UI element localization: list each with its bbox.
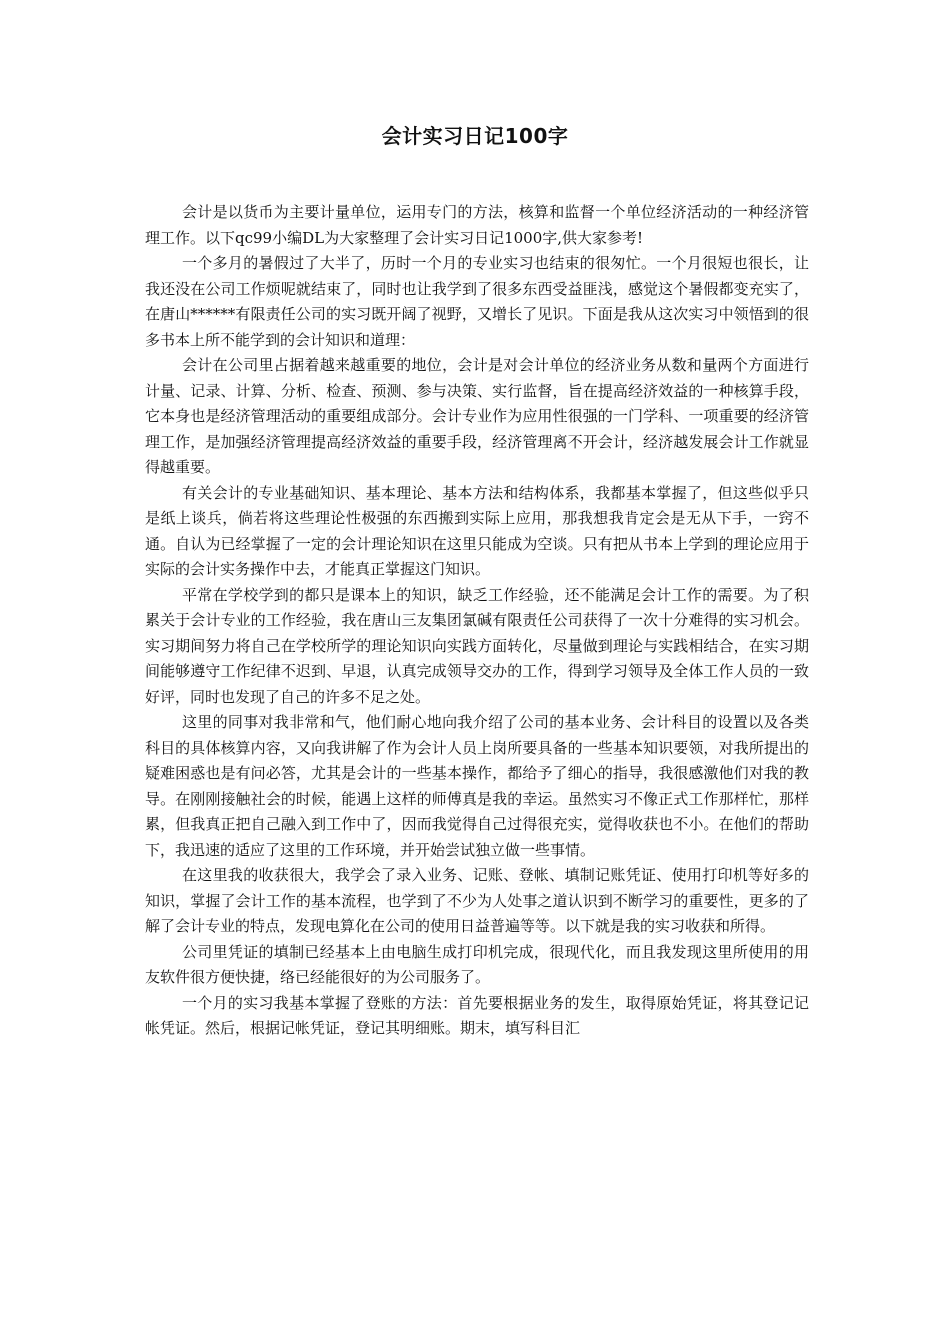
paragraph: 会计是以货币为主要计量单位，运用专门的方法，核算和监督一个单位经济活动的一种经济管理工作。以下qc99小编DL为大家整理了会计实习日记1000字,供大家参考! <box>145 203 809 247</box>
paragraph: 有关会计的专业基础知识、基本理论、基本方法和结构体系，我都基本掌握了，但这些似乎只是纸上谈兵，倘若将这些理论性极强的东西搬到实际上应用，那我想我肯定会是无从下手，一窍不通。自认为已经掌握了一定的会计理论知识在这里只能成为空谈。只有把从书本上学到的理论应用于实际的会计实务操作中去，才能真正掌握这门知识。 <box>145 483 809 578</box>
document-body <box>145 200 809 1042</box>
paragraph: 一个多月的暑假过了大半了，历时一个月的专业实习也结束的很匆忙。一个月很短也很长，让我还没在公司工作烦呢就结束了，同时也让我学到了很多东西受益匪浅，感觉这个暑假都变充实了，在唐山******有限责任公司的实习既开阔了视野，又增长了见识。下面是我从这次实习中领悟到的很多书本上所不能学到的会计知识和道理： <box>145 254 809 349</box>
document-title: 会计实习日记100字 <box>381 124 569 148</box>
paragraph: 一个月的实习我基本掌握了登账的方法：首先要根据业务的发生，取得原始凭证，将其登记记帐凭证。然后，根据记帐凭证，登记其明细账。期末，填写科目汇 <box>145 993 809 1037</box>
paragraph: 公司里凭证的填制已经基本上由电脑生成打印机完成，很现代化，而且我发现这里所使用的用友软件很方便快捷，络已经能很好的为公司服务了。 <box>145 942 809 986</box>
paragraph: 会计在公司里占据着越来越重要的地位，会计是对会计单位的经济业务从数和量两个方面进行计量、记录、计算、分析、检查、预测、参与决策、实行监督，旨在提高经济效益的一种核算手段，它本身也是经济管理活动的重要组成部分。会计专业作为应用性很强的一门学科、一项重要的经济管理工作，是加强经济管理提高经济效益的重要手段，经济管理离不开会计，经济越发展会计工作就显得越重要。 <box>145 356 809 476</box>
paragraph: 在这里我的收获很大，我学会了录入业务、记账、登帐、填制记账凭证、使用打印机等好多的知识，掌握了会计工作的基本流程，也学到了不少为人处事之道认识到不断学习的重要性，更多的了解了会计专业的特点，发现电算化在公司的使用日益普遍等等。以下就是我的实习收获和所得。 <box>145 866 809 935</box>
paragraph: 平常在学校学到的都只是课本上的知识，缺乏工作经验，还不能满足会计工作的需要。为了积累关于会计专业的工作经验，我在唐山三友集团氯碱有限责任公司获得了一次十分难得的实习机会。实习期间努力将自己在学校所学的理论知识向实践方面转化，尽量做到理论与实践相结合，在实习期间能够遵守工作纪律不迟到、早退，认真完成领导交办的工作，得到学习领导及全体工作人员的一致好评，同时也发现了自己的许多不足之处。 <box>145 585 809 706</box>
paragraph: 这里的同事对我非常和气，他们耐心地向我介绍了公司的基本业务、会计科目的设置以及各类科目的具体核算内容，又向我讲解了作为会计人员上岗所要具备的一些基本知识要领，对我所提出的疑难困惑也是有问必答，尤其是会计的一些基本操作，都给予了细心的指导，我很感激他们对我的教导。在刚刚接触社会的时候，能遇上这样的师傅真是我的幸运。虽然实习不像正式工作那样忙，那样累，但我真正把自己融入到工作中了，因而我觉得自己过得很充实，觉得收获也不小。在他们的帮助下，我迅速的适应了这里的工作环境，并开始尝试独立做一些事情。 <box>145 713 809 859</box>
